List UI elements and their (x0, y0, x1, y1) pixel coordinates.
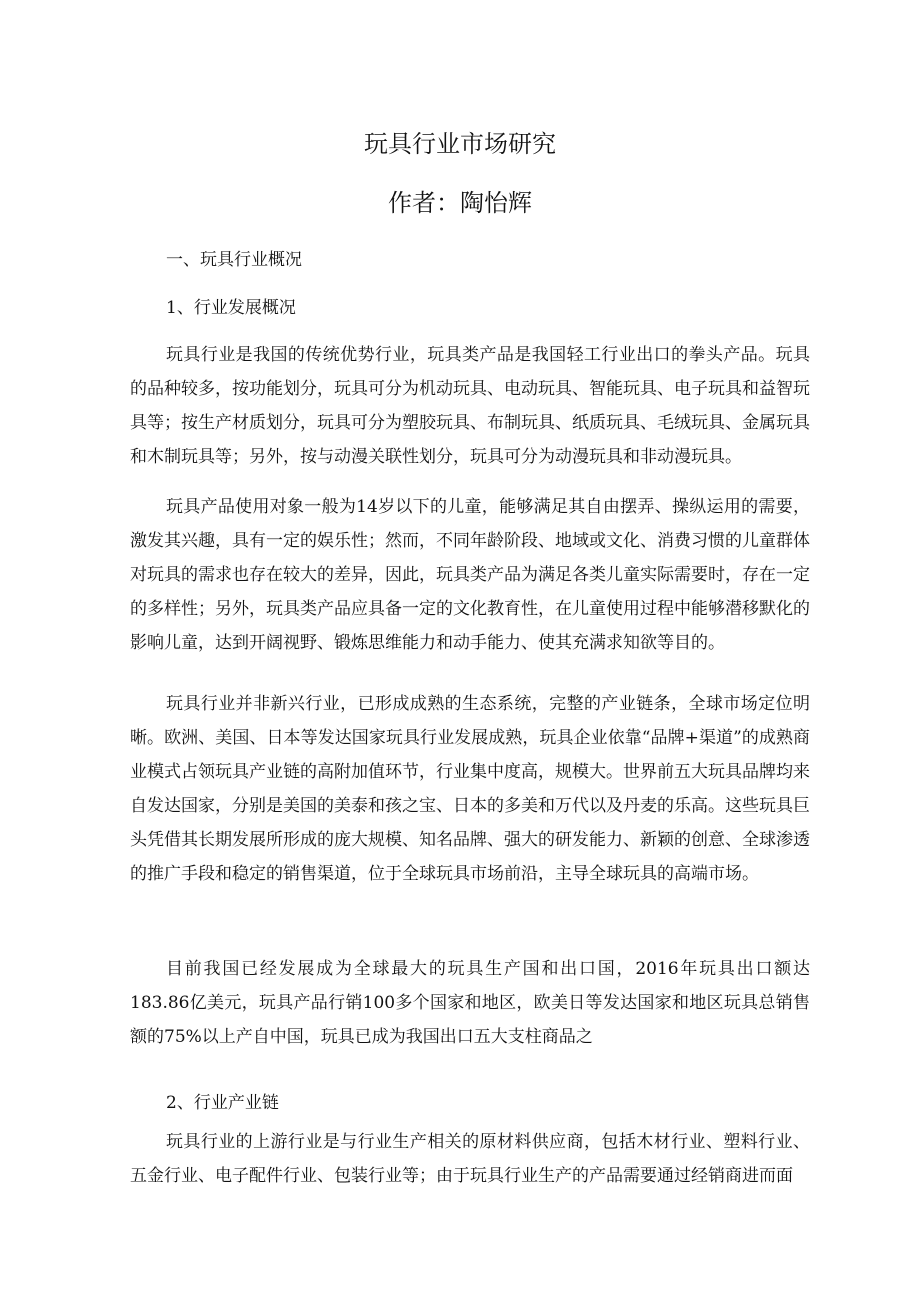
paragraph: 玩具行业是我国的传统优势行业，玩具类产品是我国轻工行业出口的拳头产品。玩具的品种较多，按功能划分，玩具可分为机动玩具、电动玩具、智能玩具、电子玩具和益智玩具等；按生产材质划分，玩具可分为塑胶玩具、布制玩具、纸质玩具、毛绒玩具、金属玩具和木制玩具等；另外，按与动漫关联性划分，玩具可分为动漫玩具和非动漫玩具。 (130, 345, 810, 467)
section-heading: 一、玩具行业概况 (166, 250, 302, 270)
document-author: 作者：陶怡辉 (388, 189, 532, 217)
subsection-heading: 1、行业发展概况 (166, 298, 296, 318)
paragraph: 目前我国已经发展成为全球最大的玩具生产国和出口国，2016年玩具出口额达183.86亿美元，玩具产品行销100多个国家和地区，欧美日等发达国家和地区玩具总销售额的75%以上产自中国，玩具已成为我国出口五大支柱商品之 (130, 959, 810, 1047)
paragraph: 玩具产品使用对象一般为14岁以下的儿童，能够满足其自由摆弄、操纵运用的需要，激发其兴趣，具有一定的娱乐性；然而，不同年龄阶段、地域或文化、消费习惯的儿童群体对玩具的需求也存在较大的差异，因此，玩具类产品为满足各类儿童实际需要时，存在一定的多样性；另外，玩具类产品应具备一定的文化教育性，在儿童使用过程中能够潜移默化的影响儿童，达到开阔视野、锻炼思维能力和动手能力、使其充满求知欲等目的。 (130, 497, 810, 653)
paragraph: 玩具行业的上游行业是与行业生产相关的原材料供应商，包括木材行业、塑料行业、五金行业、电子配件行业、包装行业等；由于玩具行业生产的产品需要通过经销商进而面 (130, 1132, 810, 1186)
subsection-heading: 2、行业产业链 (166, 1093, 279, 1113)
document-title: 玩具行业市场研究 (364, 130, 556, 158)
paragraph: 玩具行业并非新兴行业，已形成成熟的生态系统，完整的产业链条，全球市场定位明晰。欧洲、美国、日本等发达国家玩具行业发展成熟，玩具企业依靠“品牌+渠道”的成熟商业模式占领玩具产业链的高附加值环节，行业集中度高，规模大。世界前五大玩具品牌均来自发达国家，分别是美国的美泰和孩之宝、日本的多美和万代以及丹麦的乐高。这些玩具巨头凭借其长期发展所形成的庞大规模、知名品牌、强大的研发能力、新颖的创意、全球渗透的推广手段和稳定的销售渠道，位于全球玩具市场前沿，主导全球玩具的高端市场。 (130, 694, 810, 884)
